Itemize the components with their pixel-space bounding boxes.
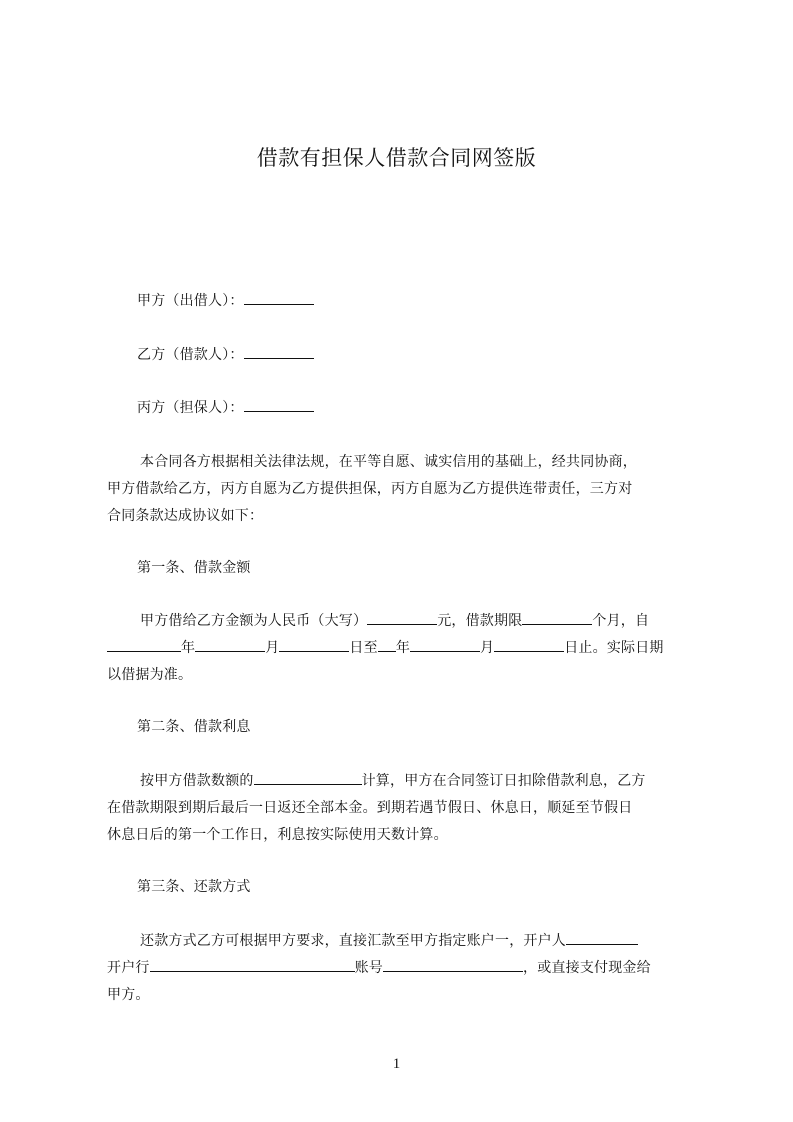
end-year-label: 年 (395, 640, 411, 656)
account-holder-blank[interactable] (566, 932, 638, 945)
guarantor-name-blank[interactable] (244, 399, 314, 412)
end-year-blank[interactable] (378, 639, 396, 652)
start-year-label: 年 (181, 640, 196, 656)
party-lender-line (137, 292, 730, 310)
article3-line-2 (107, 959, 700, 977)
amount-blank[interactable] (367, 612, 437, 625)
article3-line-3: 甲方。 (107, 987, 150, 1003)
start-day-blank[interactable] (279, 639, 349, 652)
end-month-blank[interactable] (410, 639, 480, 652)
article1-text-c: 个月，自 (592, 613, 650, 629)
interest-rate-blank[interactable] (254, 772, 362, 785)
end-day-blank[interactable] (494, 639, 564, 652)
article2-line-1 (140, 772, 733, 790)
party-guarantor-line (137, 399, 730, 417)
article1-text-b: 元，借款期限 (437, 613, 523, 629)
article1-line-1 (140, 612, 733, 630)
bank-label: 开户行 (107, 960, 150, 976)
article1-heading: 第一条、借款金额 (137, 560, 251, 576)
term-months-blank[interactable] (522, 612, 592, 625)
start-month-label: 月 (265, 640, 280, 656)
party-lender-label: 甲方（出借人）： (137, 293, 244, 309)
document-title: 借款有担保人借款合同网签版 (256, 146, 537, 170)
party-borrower-line (137, 346, 730, 364)
article1-line-2 (107, 639, 700, 657)
article2-line-3: 休息日后的第一个工作日，利息按实际使用天数计算。 (107, 827, 448, 843)
bank-name-blank[interactable] (150, 959, 355, 972)
end-month-label: 月 (480, 640, 495, 656)
lender-name-blank[interactable] (244, 292, 314, 305)
end-day-label: 日止。实际日期 (564, 640, 664, 656)
article3-text-c: ，或直接支付现金给 (523, 960, 651, 976)
borrower-name-blank[interactable] (244, 346, 314, 359)
preamble-line-3: 合同条款达成协议如下： (107, 508, 264, 524)
start-month-blank[interactable] (195, 639, 265, 652)
start-day-label: 日至 (349, 640, 378, 656)
article3-heading: 第三条、还款方式 (137, 879, 251, 895)
article1-line-3: 以借据为准。 (107, 667, 193, 683)
article1-text-a: 甲方借给乙方金额为人民币（大写） (140, 613, 368, 629)
party-guarantor-label: 丙方（担保人）： (137, 400, 244, 416)
party-borrower-label: 乙方（借款人）： (137, 347, 244, 363)
article2-heading: 第二条、借款利息 (137, 719, 251, 735)
preamble-line-1: 本合同各方根据相关法律法规，在平等自愿、诚实信用的基础上，经共同协商， (140, 454, 637, 470)
start-year-blank[interactable] (107, 639, 181, 652)
article3-text-a: 还款方式乙方可根据甲方要求，直接汇款至甲方指定账户一，开户人 (140, 933, 566, 949)
article3-line-1 (140, 932, 733, 950)
account-number-blank[interactable] (383, 959, 523, 972)
page-number: 1 (392, 1056, 401, 1072)
article2-text-a: 按甲方借款数额的 (140, 773, 254, 789)
article2-line-2: 在借款期限到期后最后一日返还全部本金。到期若遇节假日、休息日，顺延至节假日 (107, 800, 633, 816)
preamble-line-2: 甲方借款给乙方，丙方自愿为乙方提供担保，丙方自愿为乙方提供连带责任，三方对 (107, 481, 633, 497)
account-number-label: 账号 (354, 960, 384, 976)
article2-text-b: 计算，甲方在合同签订日扣除借款利息，乙方 (361, 773, 646, 789)
